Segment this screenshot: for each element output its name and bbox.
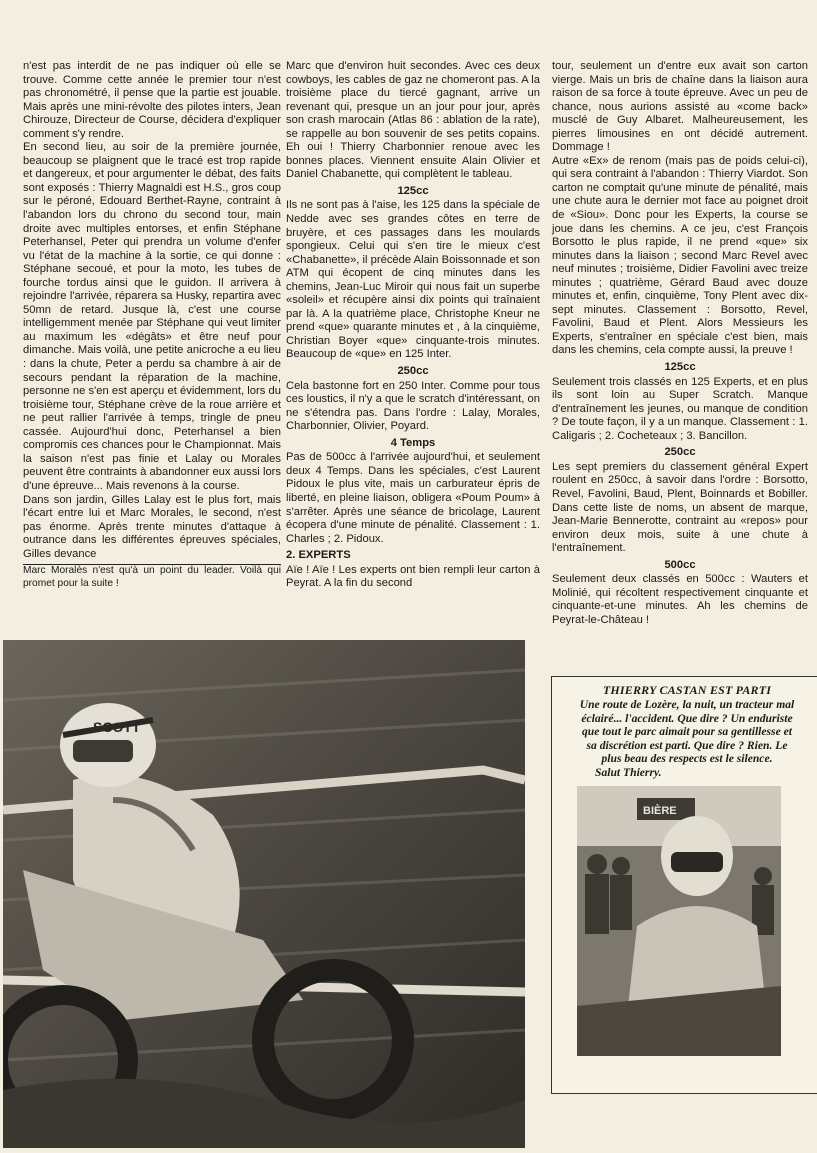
- article-column-1: [23, 60, 281, 590]
- paragraph: Cela bastonne fort en 250 Inter. Comme pour tous ces loustics, il n'y a que le scratch d'intéressant, on ne s'étendra pas. Dans l'ordre : Lalay, Morales, Charbonnier, Olivier, Poyard.: [286, 379, 540, 433]
- photo-caption: Marc Moralès n'est qu'à un point du leader. Voilà qui promet pour la suite !: [23, 565, 281, 589]
- memorial-text: Une route de Lozère, la nuit, un tracteur mal éclairé... l'accident. Que dire ? Un enduriste que tout le parc aimait pour sa gentillesse et sa discrétion est parti. Que dire ? Rien. Le plus beau des respects est le silence.: [579, 698, 795, 766]
- memorial-box: [551, 676, 817, 1094]
- section-heading-experts: 2. EXPERTS: [286, 549, 351, 562]
- paragraph: Marc que d'environ huit secondes. Avec ces deux cowboys, les cables de gaz ne chomeront pas. A la troisième place du tiercé gagnant, arrive un revenant qui, presque un an jour pour jour, après son crash marocain (Atlas 86 : ablation de la rate), se rappelle au bon souvenir de ses petits copains. Eh oui ! Thierry Charbonnier renoue avec les bonnes places. Viennent ensuite Alain Olivier et Daniel Chabanette, qui complètent le tableau.: [286, 60, 540, 181]
- helmet-brand-text: SCOTT: [93, 719, 141, 735]
- paragraph: Ils ne sont pas à l'aise, les 125 dans la spéciale de Nedde avec ses grandes côtes en terre de bruyère, et ces passages dans les moulards spongieux. Celui qui s'en tire le mieux c'est «Chabanette», il précède Alain Boissonnade et son ATM qui écopent de cinq minutes dans les chemins, Jean-Luc Miroir qui nous fait un superbe «soleil» et récupère ainsi dix points qui traînaient par là. A la quatrième place, Christophe Kneur ne prend «que» quarante minutes et , à la cinquième, Christian Boyer «que» cinquante-trois minutes. Beaucoup de «que» en 125 Inter.: [286, 199, 540, 361]
- memorial-photo: [577, 786, 797, 1061]
- paragraph: Les sept premiers du classement général Expert roulent en 250cc, à savoir dans l'ordre : Borsotto, Revel, Favolini, Baud, Plent, Boinnards et Bobiller. Dans cette liste de noms, un absent de marque, Jean-Marie Bennerotte, contraint au «repos» pour environ deux mois, suite à une chute à l'entraînement.: [552, 460, 808, 555]
- article-column-3: [552, 60, 808, 627]
- paragraph: n'est pas interdit de ne pas indiquer où elle se trouve. Comme cette année le premier tour n'est pas chronométré, il pense que la partie est jouable. Mais après une mini-révolte des pilotes inters, Jean Chirouze, Directeur de Course, décidera d'expliquer comment s'y rendre.: [23, 60, 281, 140]
- memorial-signature: Salut Thierry.: [595, 765, 662, 779]
- paragraph: Aïe ! Aïe ! Les experts ont bien rempli leur carton à Peyrat. A la fin du second: [286, 563, 540, 590]
- section-heading-250cc: 250cc: [397, 365, 429, 378]
- paragraph: En second lieu, au soir de la première journée, beaucoup se plaignent que le tracé est trop rapide et dangereux, et pour argumenter le débat, des faits sont exposés : Thierry Magnaldi est H.S., gros coup sur le péroné, Edouard Berthet-Rayne, contraint à l'abandon lors du chrono du second tour, main droite avec multiples entorses, et enfin Stéphane Peterhansel, Peter qui prendra un volume d'enfer vu l'état de la machine à la sortie, ce qui donne : Stéphane secoué, et pour la moto, les tubes de fourche tordus ainsi que le guidon. Il arrivera à rejoindre l'arrivée, réparera sa Husky, repartira avec 50mn de retard. Jusque là, c'est une course intelligemment menée par Stéphane qui veut limiter au maximum les «dégâts» et être neuf pour dimanche. Mais voilà, une petite anicroche a eu lieu : dans la chute, Peter a perdu sa chambre à air de secours pendant la réparation de la machine, personne ne s'en est aperçu et évidemment, lors du troisième tour, Stéphane crève de la roue arrière et ne peut rallier l'arrivée à temps, tringle de pneu cassée. Aujourd'hui donc, Peterhansel a bien compromis ces chances pour le Championnat. Mais la saison n'est pas finie et Lalay ou Morales peuvent être contraints à abandonner eux aussi lors d'une épreuve... Mais revenons à la course.: [23, 141, 281, 492]
- section-heading-500cc-experts: 500cc: [664, 558, 696, 571]
- memorial-title: THIERRY CASTAN EST PARTI: [602, 683, 772, 697]
- paragraph: Seulement deux classés en 500cc : Wauters et Molinié, qui récoltent respectivement cinquante et cinquante-et-une minutes. Ah les chemins de Peyrat-le-Château !: [552, 573, 808, 626]
- paragraph: Pas de 500cc à l'arrivée aujourd'hui, et seulement deux 4 Temps. Dans les spéciales, c'est Laurent Pidoux le plus vite, mais un carburateur épris de liberté, en pleine liaison, obligera «Poum Poum» à s'arrêter. Après une séance de bricolage, Laurent écopera d'une minute de pénalité. Classement : 1. Charles ; 2. Pidoux.: [286, 451, 540, 545]
- paragraph: Dans son jardin, Gilles Lalay est le plus fort, mais l'écart entre lui et Marc Morales, le second, n'est pas énorme. Après trente minutes d'attaque à outrance dans les différentes épreuves spéciales, Gilles devance: [23, 493, 281, 560]
- section-heading-250cc-experts: 250cc: [664, 446, 696, 459]
- section-heading-4-temps: 4 Temps: [390, 436, 436, 449]
- paragraph: Seulement trois classés en 125 Experts, et en plus ils sont loin au Super Scratch. Manque d'entraînement les jeunes, ou manque de condition ? De toute façon, il y a un manque. Classement : 1. Caligaris ; 2. Cocheteaux ; 3. Bancillon.: [552, 375, 808, 442]
- main-photo-rider: [3, 640, 525, 1148]
- paragraph: tour, seulement un d'entre eux avait son carton vierge. Mais un bris de chaîne dans la liaison aura raison de sa force à toute épreuve. Avec un peu de chance, nous aurions assisté au «come back» musclé de Guy Albaret. Malheureusement, les pierres limousines en ont décidé autrement. Dommage !: [552, 60, 808, 154]
- section-heading-125cc-experts: 125cc: [664, 361, 696, 374]
- section-heading-125cc: 125cc: [397, 184, 429, 197]
- bar-sign-text: BIÈRE: [643, 804, 677, 817]
- article-column-2: [286, 60, 540, 591]
- paragraph: Autre «Ex» de renom (mais pas de poids celui-ci), qui sera contraint à l'abandon : Thierry Viardot. Son carton ne comptait qu'une minute de pénalité, mais une chute aura le dernier mot face au poignet droit de «Siou». Donc pour les Experts, la course se joue dans les chemins. A ce jeu, c'est François Borsotto le plus rapide, il ne prend «que» six minutes dans la liaison ; second Marc Revel avec neuf minutes ; troisième, Didier Favolini avec treize minutes ; quatrième, Gérard Baud avec douze minutes et, enfin, cinquième, Tony Plent avec dix-sept minutes. Classement : Borsotto, Revel, Favolini, Baud et Plent. Alors Messieurs les Experts, s'entraîner en spéciale c'est bien, mais dans les chemins, cela compte aussi, la preuve !: [552, 154, 808, 357]
